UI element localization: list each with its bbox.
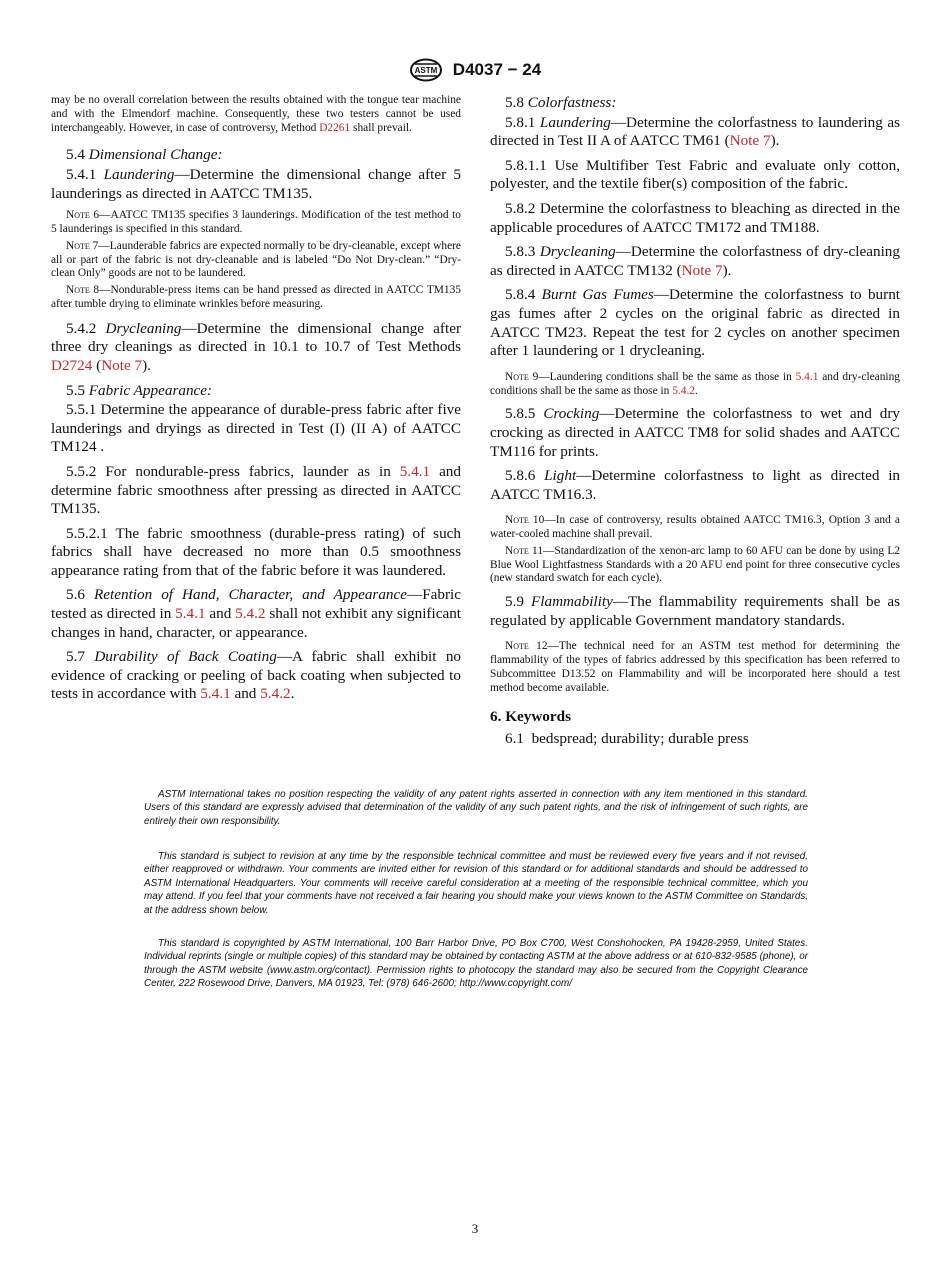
left-column — [51, 94, 461, 710]
document-designation: D4037 − 24 — [452, 60, 542, 79]
ref-5-4-1[interactable]: 5.4.1 — [795, 370, 819, 383]
page-number: 3 — [471, 1221, 479, 1236]
section-5-8-3: 5.8.3 Drycleaning—Determine the colorfastness of dry-cleaning as directed in AATCC TM132 (Note 7). — [490, 243, 900, 279]
section-5-5-1: 5.5.1 Determine the appearance of durable-press fabric after five launderings and dryings as directed in Test (I) (II A) of AATCC TM124 . — [51, 401, 462, 456]
section-5-5: 5.5 Fabric Appearance: — [66, 381, 213, 399]
section-5-5-2-1: 5.5.2.1 The fabric smoothness (durable-press rating) of such fabrics shall have decreased no more than 0.5 smoothness appearance rating from that of the fabric before it was laundered. — [51, 524, 461, 579]
right-column — [490, 94, 900, 754]
section-5-8-2: 5.8.2 Determine the colorfastness to bleaching as directed in the applicable procedures of AATCC TM172 and TM188. — [490, 199, 900, 236]
astm-logo — [409, 58, 443, 82]
note-11: Note 11—Standardization of the xenon-arc lamp to 60 AFU can be done by using L2 Blue Wool Lightfastness Standards with a 20 AFU end point for three consecutive cycles (new standard swatch for each cycle). — [490, 544, 900, 585]
note-10: Note 10—In case of controversy, results obtained AATCC TM16.3, Option 3 and a water-cooled machine shall prevail. — [490, 514, 900, 541]
ref-note-7[interactable]: Note 7 — [681, 261, 723, 279]
section-5-4-1: 5.4.1 Laundering—Determine the dimensional change after 5 launderings as directed in AATCC TM135. — [51, 165, 462, 202]
footer-copyright-notice: This standard is copyrighted by ASTM International, 100 Barr Harbor Drive, PO Box C700, West Conshohocken, PA 19428-2959, United States. Individual reprints (single or multiple copies) of this standard may be obtained by contacting ASTM at the above address or at 610-832-9585 (phone), or through the ASTM website (www.astm.org/contact). Permission rights to photocopy the standard may also be secured from the Copyright Clearance Center, 222 Rosewood Drive, Danvers, MA 01923, Tel: (978) 646-2600; http://www.copyright.com/ — [144, 938, 808, 990]
footer-patent-notice: ASTM International takes no position respecting the validity of any patent rights asserted in connection with any item mentioned in this standard. Users of this standard are expressly advised that determination of the validity of any such patent rights, and the risk of infringement of such rights, are entirely their own responsibility. — [144, 789, 808, 827]
section-5-8-4: 5.8.4 Burnt Gas Fumes—Determine the colorfastness to burnt gas fumes after 2 cycles on the original fabric as directed in AATCC TM23. Repeat the test for 2 cycles on another specimen after 1 laundering or 1 drycleaning. — [490, 286, 901, 360]
ref-5-4-1[interactable]: 5.4.1 — [175, 605, 206, 623]
ref-5-4-2[interactable]: 5.4.2 — [672, 384, 695, 397]
section-5-4-2: 5.4.2 Drycleaning—Determine the dimensional change after three dry cleanings as directed in 10.1 to 10.7 of Test Methods D2724 (Note 7). — [51, 319, 462, 374]
section-5-4: 5.4 Dimensional Change: — [66, 146, 223, 164]
ref-5-4-1[interactable]: 5.4.1 — [399, 462, 431, 480]
section-5-8-5: 5.8.5 Crocking—Determine the colorfastness to wet and dry crocking as directed in AATCC TM8 for solid shades and AATCC TM116 for prints. — [490, 405, 901, 460]
ref-d2261[interactable]: D2261 — [319, 121, 351, 134]
note-8: Note 8—Nondurable-press items can be hand pressed as directed in AATCC TM135 after tumble drying to eliminate wrinkles before measuring. — [51, 284, 461, 310]
section-5-9: 5.9 Flammability—The flammability requirements shall be as regulated by applicable Government mandatory standards. — [490, 593, 901, 629]
note-7: Note 7—Launderable fabrics are expected normally to be dry-cleanable, except where all or part of the fabric is not dry-cleanable and is labeled “Do Not Dry-clean.” “Dry-clean Only” goods are not to be laundered. — [51, 239, 461, 280]
ref-d2724[interactable]: D2724 — [51, 356, 93, 374]
page-header — [0, 58, 950, 82]
section-5-8-1-1: 5.8.1.1 Use Multifiber Test Fabric and evaluate only cotton, polyester, and the textile fiber(s) composition of the fabric. — [490, 156, 901, 193]
section-5-8: 5.8 Colorfastness: — [505, 94, 617, 111]
intro-paragraph: may be no overall correlation between the results obtained with the tongue tear machine and with the Elmendorf machine. Consequently, these two testers cannot be used interchangeably. However, in case of controversy, Method D2261 shall prevail. — [51, 94, 461, 134]
section-6-1: 6.1 bedspread; durability; durable press — [505, 729, 749, 747]
ref-5-4-2[interactable]: 5.4.2 — [235, 605, 266, 623]
ref-note-7[interactable]: Note 7 — [101, 356, 143, 374]
section-6-heading: 6. Keywords — [490, 707, 571, 725]
ref-note-7[interactable]: Note 7 — [729, 132, 771, 150]
section-5-8-1: 5.8.1 Laundering—Determine the colorfastness to laundering as directed in Test II A of AATCC TM61 (Note 7). — [490, 113, 900, 150]
note-9: Note 9—Laundering conditions shall be the same as those in 5.4.1 and dry-cleaning conditions shall be the same as those in 5.4.2. — [490, 370, 900, 397]
ref-5-4-2[interactable]: 5.4.2 — [260, 685, 291, 703]
svg-text:ASTM: ASTM — [414, 66, 438, 75]
note-6: Note 6—AATCC TM135 specifies 3 launderings. Modification of the test method to 5 launderings is specified in this standard. — [51, 209, 461, 235]
section-5-6: 5.6 Retention of Hand, Character, and Appearance—Fabric tested as directed in 5.4.1 and 5.4.2 shall not exhibit any significant changes in hand, character, or appearance. — [51, 586, 462, 641]
note-12: Note 12—The technical need for an ASTM test method for determining the flammability of the types of fabrics addressed by this specification has been referred to Subcommittee D13.52 on Flammability and will be incorporated here should a test method become available. — [490, 640, 900, 694]
section-5-5-2: 5.5.2 For nondurable-press fabrics, launder as in 5.4.1 and determine fabric smoothness after pressing as directed in AATCC TM135. — [51, 462, 461, 518]
ref-5-4-1[interactable]: 5.4.1 — [200, 685, 231, 703]
footer-revision-notice: This standard is subject to revision at any time by the responsible technical committee and must be reviewed every five years and if not revised, either reapproved or withdrawn. Your comments are invited either for revision of this standard or for additional standards and should be addressed to ASTM International Headquarters. Your comments will receive careful consideration at a meeting of the responsible technical committee, which you may attend. If you feel that your comments have not received a fair hearing you should make your views known to the ASTM Committee on Standards, at the address shown below. — [144, 851, 808, 916]
section-5-7: 5.7 Durability of Back Coating—A fabric shall exhibit no evidence of cracking or peeling of back coating when subjected to tests in accordance with 5.4.1 and 5.4.2. — [51, 648, 462, 703]
section-5-8-6: 5.8.6 Light—Determine colorfastness to light as directed in AATCC TM16.3. — [490, 467, 901, 503]
